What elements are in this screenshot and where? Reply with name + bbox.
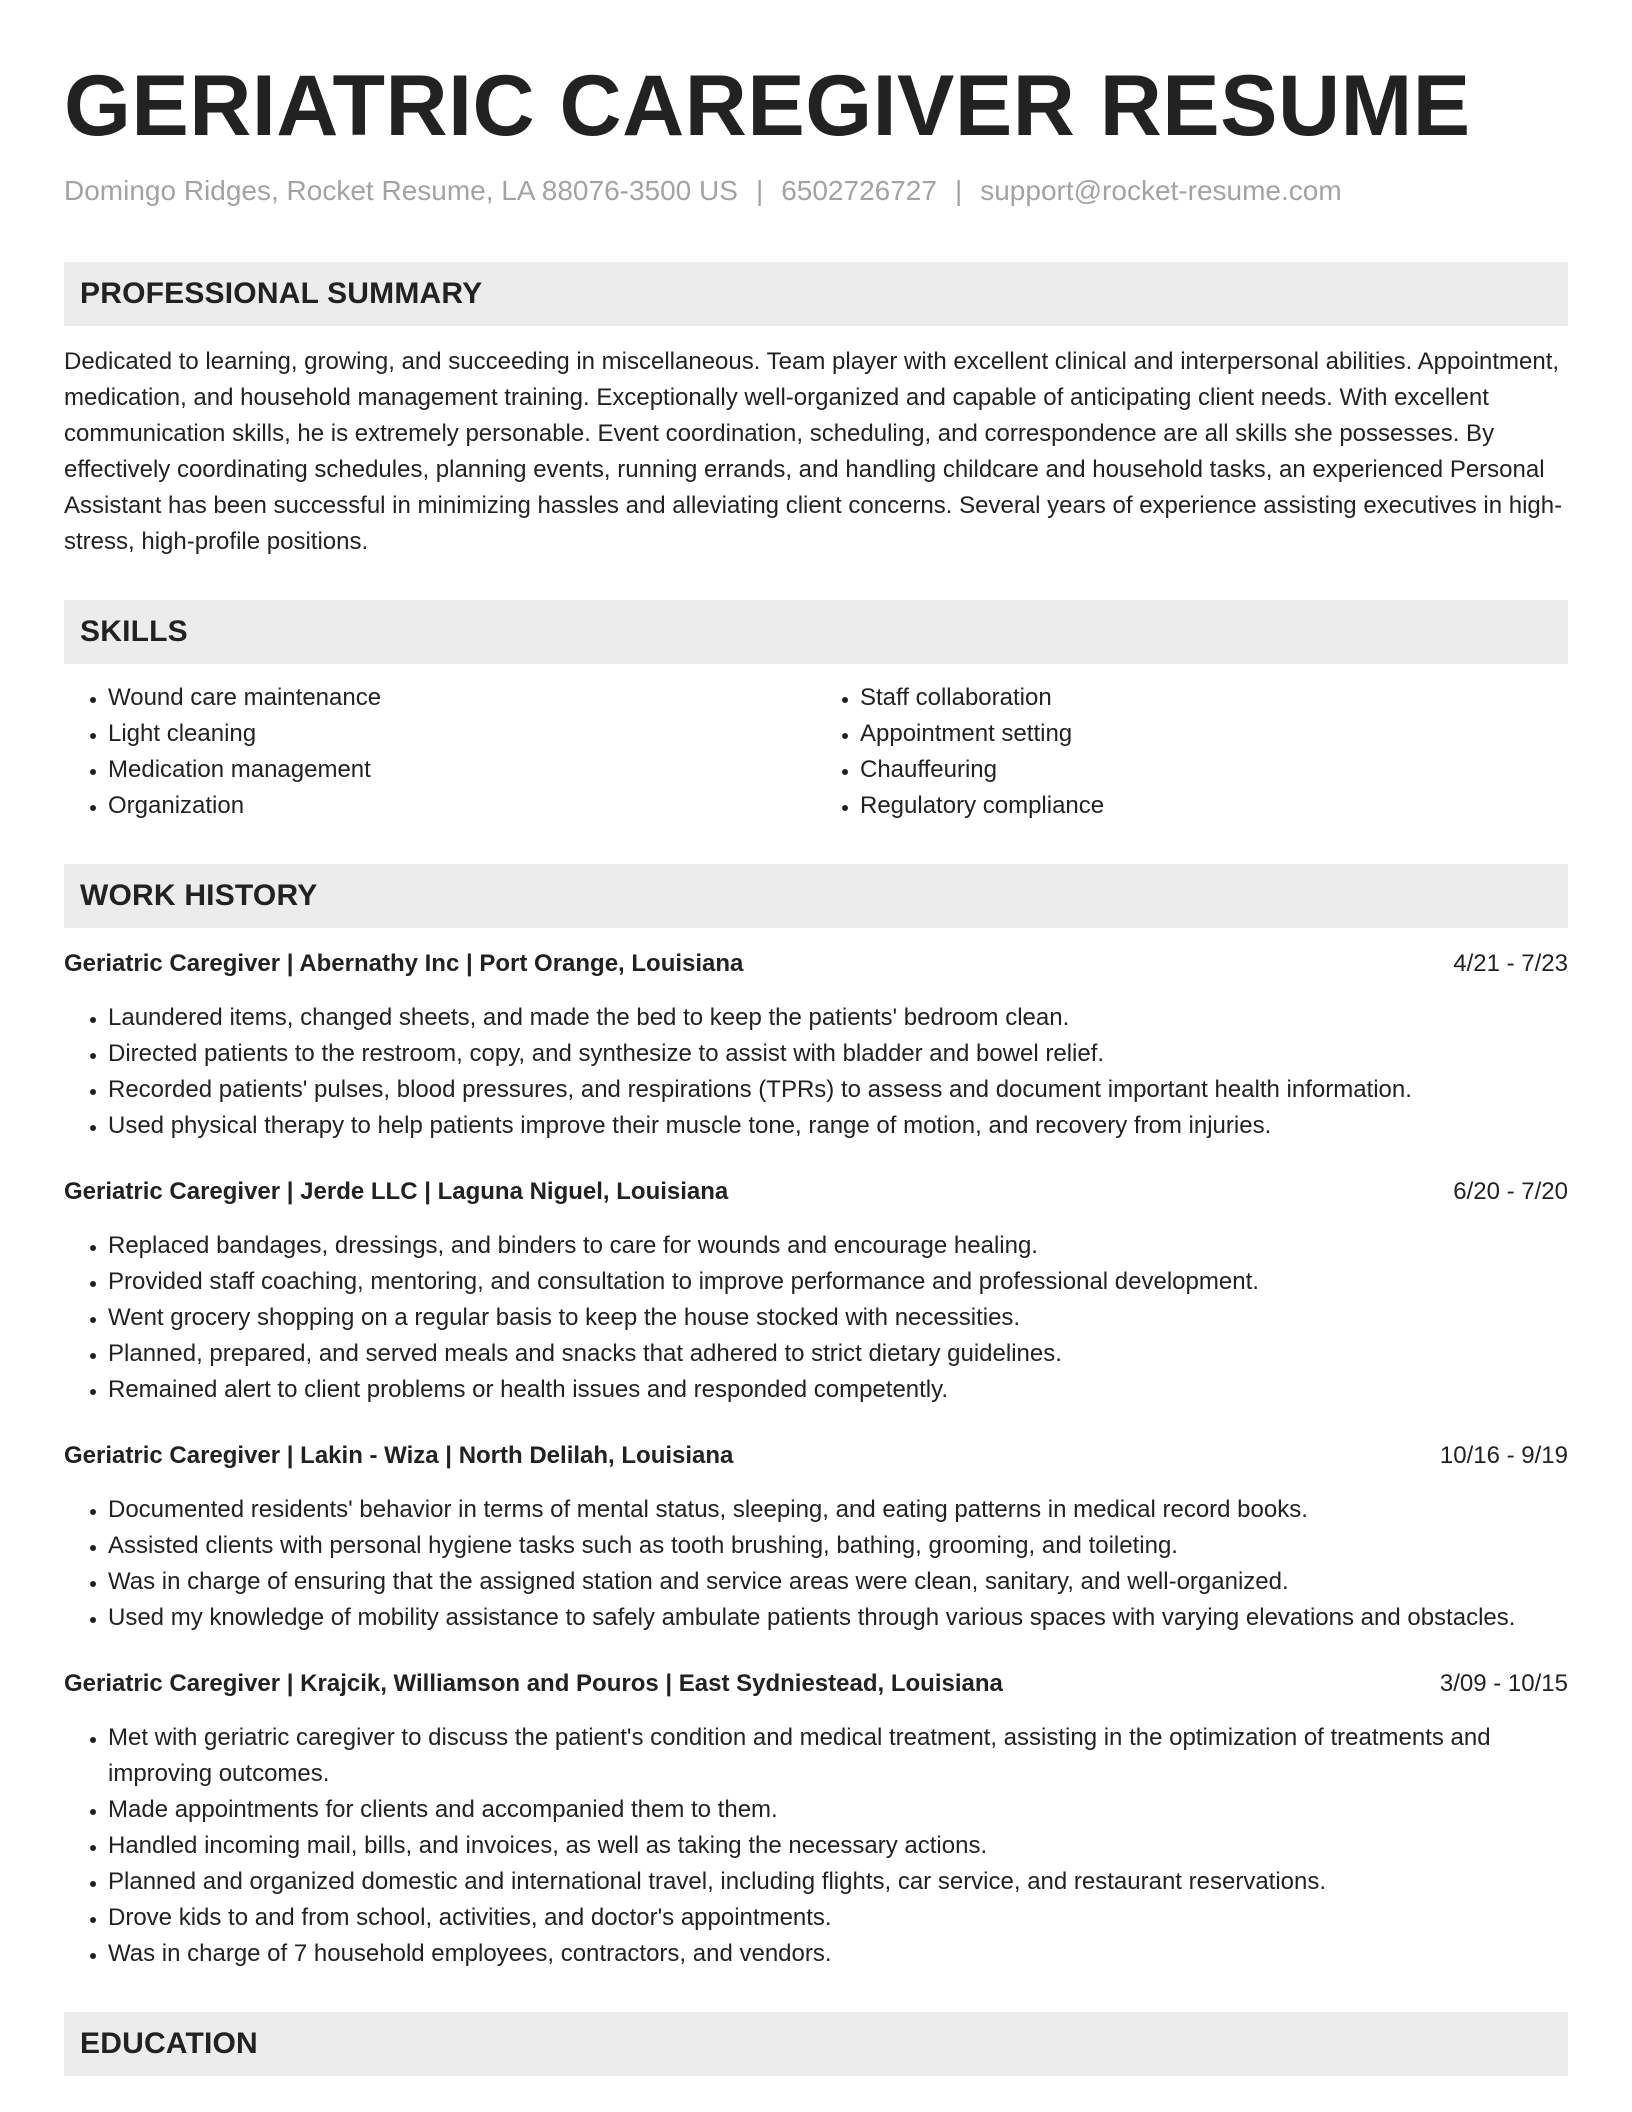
contact-separator: | (954, 175, 963, 206)
skill-item: • Light cleaning (108, 716, 816, 752)
work-history-heading: WORK HISTORY (64, 864, 1568, 928)
job-bullet: • Remained alert to client problems or health issues and responded competently. (108, 1372, 1568, 1408)
job-bullets (64, 1000, 1568, 1144)
job-dates: 3/09 - 10/15 (1439, 1670, 1568, 1697)
job-entry (64, 1438, 1568, 1636)
job-title: Geriatric Caregiver | Lakin - Wiza | North Delilah, Louisiana (64, 1442, 734, 1469)
job-title: Geriatric Caregiver | Jerde LLC | Laguna Niguel, Louisiana (64, 1178, 729, 1205)
job-bullet: • Planned and organized domestic and international travel, including flights, car service, and restaurant reservations. (108, 1864, 1568, 1900)
job-bullet: • Met with geriatric caregiver to discuss the patient's condition and medical treatment, assisting in the optimization of treatments and improving outcomes. (108, 1720, 1568, 1792)
job-bullet: • Laundered items, changed sheets, and made the bed to keep the patients' bedroom clean. (108, 1000, 1568, 1036)
job-bullet: • Was in charge of 7 household employees, contractors, and vendors. (108, 1936, 1568, 1972)
job-bullet: • Used physical therapy to help patients improve their muscle tone, range of motion, and recovery from injuries. (108, 1108, 1568, 1144)
skill-item: • Wound care maintenance (108, 680, 816, 716)
job-header (64, 1666, 1568, 1702)
job-bullet: • Planned, prepared, and served meals and snacks that adhered to strict dietary guidelines. (108, 1336, 1568, 1372)
job-bullet: • Recorded patients' pulses, blood pressures, and respirations (TPRs) to assess and document important health information. (108, 1072, 1568, 1108)
contact-line (64, 172, 1568, 210)
job-bullet: • Drove kids to and from school, activities, and doctor's appointments. (108, 1900, 1568, 1936)
job-bullet: • Provided staff coaching, mentoring, and consultation to improve performance and professional development. (108, 1264, 1568, 1300)
resume-title: GERIATRIC CAREGIVER RESUME (64, 58, 1471, 154)
contact-separator: | (755, 175, 764, 206)
job-bullet: • Replaced bandages, dressings, and binders to care for wounds and encourage healing. (108, 1228, 1568, 1264)
job-bullet: • Assisted clients with personal hygiene tasks such as tooth brushing, bathing, grooming, and toileting. (108, 1528, 1568, 1564)
job-header (64, 1438, 1568, 1474)
job-bullet: • Went grocery shopping on a regular basis to keep the house stocked with necessities. (108, 1300, 1568, 1336)
job-title: Geriatric Caregiver | Abernathy Inc | Port Orange, Louisiana (64, 950, 744, 977)
job-entry (64, 1174, 1568, 1408)
job-header (64, 1174, 1568, 1210)
job-title: Geriatric Caregiver | Krajcik, Williamson and Pouros | East Sydniestead, Louisiana (64, 1670, 1003, 1697)
skills-list (64, 680, 1568, 824)
skills-column-left (64, 680, 816, 824)
skill-item: • Appointment setting (860, 716, 1568, 752)
job-bullets (64, 1228, 1568, 1408)
job-dates: 4/21 - 7/23 (1453, 950, 1568, 977)
job-bullet: • Documented residents' behavior in terms of mental status, sleeping, and eating patterns in medical record books. (108, 1492, 1568, 1528)
job-entry (64, 946, 1568, 1144)
skills-column-right (816, 680, 1568, 824)
education-heading: EDUCATION (64, 2012, 1568, 2076)
contact-phone: 6502726727 (781, 175, 937, 206)
job-bullets (64, 1492, 1568, 1636)
summary-text: Dedicated to learning, growing, and succeeding in miscellaneous. Team player with excellent clinical and interpersonal abilities. Appointment, medication, and household management training. Exceptionally well-organized and capable of anticipating client needs. With excellent communication skills, he is extremely personable. Event coordination, scheduling, and correspondence are all skills she possesses. By effectively coordinating schedules, planning events, running errands, and handling childcare and household tasks, an experienced Personal Assistant has been successful in minimizing hassles and alleviating client concerns. Several years of experience assisting executives in high-stress, high-profile positions. (64, 348, 1563, 555)
skill-item: • Chauffeuring (860, 752, 1568, 788)
skills-heading: SKILLS (64, 600, 1568, 664)
job-bullet: • Was in charge of ensuring that the assigned station and service areas were clean, sanitary, and well-organized. (108, 1564, 1568, 1600)
contact-address: Domingo Ridges, Rocket Resume, LA 88076-3500 US (64, 175, 738, 206)
skill-item: • Medication management (108, 752, 816, 788)
job-entry (64, 1666, 1568, 1972)
job-bullet: • Handled incoming mail, bills, and invoices, as well as taking the necessary actions. (108, 1828, 1568, 1864)
job-dates: 10/16 - 9/19 (1439, 1442, 1568, 1469)
job-bullet: • Made appointments for clients and accompanied them to them. (108, 1792, 1568, 1828)
contact-email: support@rocket-resume.com (980, 175, 1342, 206)
skill-item: • Organization (108, 788, 816, 824)
job-header (64, 946, 1568, 982)
skill-item: • Staff collaboration (860, 680, 1568, 716)
summary-heading: PROFESSIONAL SUMMARY (64, 262, 1568, 326)
skill-item: • Regulatory compliance (860, 788, 1568, 824)
job-bullet: • Used my knowledge of mobility assistance to safely ambulate patients through various spaces with varying elevations and obstacles. (108, 1600, 1568, 1636)
job-dates: 6/20 - 7/20 (1453, 1178, 1568, 1205)
job-bullet: • Directed patients to the restroom, copy, and synthesize to assist with bladder and bowel relief. (108, 1036, 1568, 1072)
job-bullets (64, 1720, 1568, 1972)
